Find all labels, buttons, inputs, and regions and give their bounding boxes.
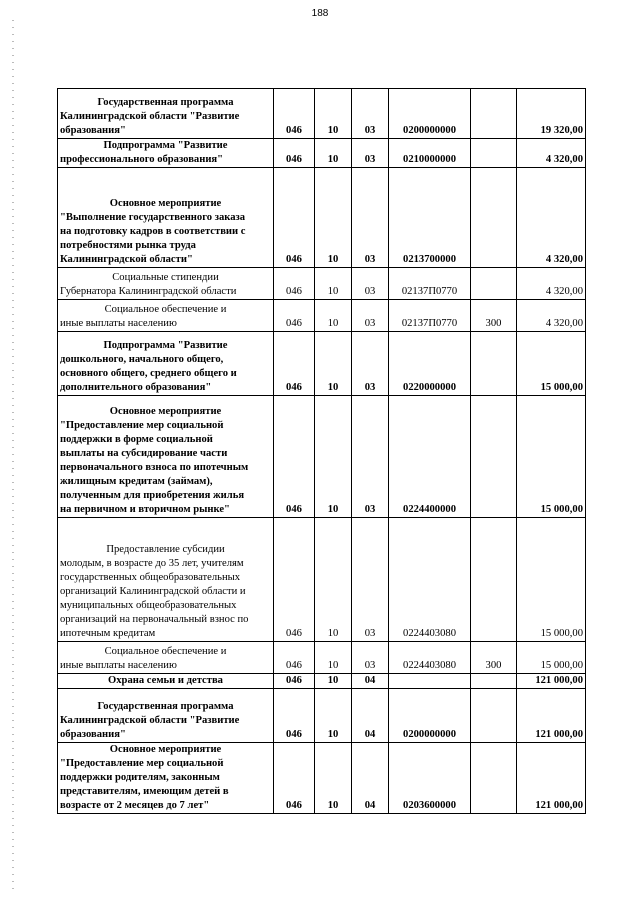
- row-name-line: Государственная программа: [97, 97, 234, 108]
- row-name-line: Основное мероприятие: [109, 744, 222, 755]
- row-name-line: Подпрограмма "Развитие: [103, 340, 228, 351]
- pr-cell: 03: [352, 396, 389, 518]
- rz-cell: 10: [315, 743, 352, 814]
- vr-cell: [471, 332, 517, 396]
- ved-cell: 046: [274, 518, 315, 642]
- table-row: [58, 396, 586, 518]
- rz-cell: 10: [315, 674, 352, 689]
- row-name-line: Калининградской области "Развитие: [60, 111, 240, 122]
- vr-cell: [471, 689, 517, 743]
- pr-cell: 04: [352, 743, 389, 814]
- row-name-line: потребностями рынка труда: [60, 240, 196, 251]
- pr-cell: 03: [352, 139, 389, 168]
- amount-cell: 15 000,00: [517, 642, 586, 674]
- csr-cell: 0210000000: [389, 139, 471, 168]
- amount-cell: 15 000,00: [517, 518, 586, 642]
- table-row: [58, 168, 586, 268]
- rz-cell: 10: [315, 332, 352, 396]
- csr-cell: 0224403080: [389, 518, 471, 642]
- row-name-line: образования": [60, 729, 126, 740]
- table-row: [58, 689, 586, 743]
- vr-cell: [471, 518, 517, 642]
- row-name-line: на первичном и вторичном рынке": [60, 504, 230, 515]
- row-name-cell: [58, 89, 274, 139]
- row-name-cell: [58, 518, 274, 642]
- row-name-line: полученным для приобретения жилья: [60, 490, 245, 501]
- row-name-cell: [58, 674, 274, 689]
- amount-cell: 121 000,00: [517, 743, 586, 814]
- row-name-cell: [58, 300, 274, 332]
- ved-cell: 046: [274, 300, 315, 332]
- table-row: [58, 300, 586, 332]
- pr-cell: 03: [352, 268, 389, 300]
- row-name-line: на подготовку кадров в соответствии с: [60, 226, 246, 237]
- row-name-cell: [58, 743, 274, 814]
- row-name-line: Предоставление субсидии: [106, 544, 225, 555]
- row-name-line: ипотечным кредитам: [60, 628, 156, 639]
- row-name-line: организаций на первоначальный взнос по: [60, 614, 249, 625]
- table-row: [58, 743, 586, 814]
- row-name-cell: [58, 268, 274, 300]
- margin-scan-dots: [12, 20, 14, 890]
- vr-cell: [471, 396, 517, 518]
- row-name-line: "Предоставление мер социальной: [60, 758, 224, 769]
- table-row: [58, 642, 586, 674]
- vr-cell: [471, 674, 517, 689]
- rz-cell: 10: [315, 642, 352, 674]
- rz-cell: 10: [315, 268, 352, 300]
- row-name-line: Основное мероприятие: [109, 198, 222, 209]
- amount-cell: 4 320,00: [517, 139, 586, 168]
- row-name-line: Социальные стипендии: [112, 272, 219, 283]
- table-row: [58, 89, 586, 139]
- pr-cell: 03: [352, 300, 389, 332]
- rz-cell: 10: [315, 689, 352, 743]
- table-row: [58, 674, 586, 689]
- csr-cell: 0200000000: [389, 89, 471, 139]
- vr-cell: [471, 168, 517, 268]
- budget-table-body: [58, 89, 586, 814]
- csr-cell: 02137П0770: [389, 300, 471, 332]
- ved-cell: 046: [274, 139, 315, 168]
- row-name-line: поддержки в форме социальной: [60, 434, 213, 445]
- row-name-line: организаций Калининградской области и: [60, 586, 246, 597]
- table-row: [58, 332, 586, 396]
- row-name-line: Губернатора Калининградской области: [60, 286, 237, 297]
- row-name-line: первоначального взноса по ипотечным: [60, 462, 249, 473]
- amount-cell: 4 320,00: [517, 300, 586, 332]
- ved-cell: 046: [274, 89, 315, 139]
- rz-cell: 10: [315, 89, 352, 139]
- row-name-cell: [58, 139, 274, 168]
- row-name-line: иные выплаты населению: [60, 660, 177, 671]
- pr-cell: 03: [352, 89, 389, 139]
- row-name-line: возрасте от 2 месяцев до 7 лет": [60, 800, 210, 811]
- csr-cell: 0220000000: [389, 332, 471, 396]
- ved-cell: 046: [274, 396, 315, 518]
- csr-cell: 02137П0770: [389, 268, 471, 300]
- ved-cell: 046: [274, 642, 315, 674]
- pr-cell: 03: [352, 332, 389, 396]
- csr-cell: [389, 674, 471, 689]
- table-row: [58, 139, 586, 168]
- pr-cell: 03: [352, 642, 389, 674]
- row-name-line: Социальное обеспечение и: [104, 646, 227, 657]
- amount-cell: 4 320,00: [517, 268, 586, 300]
- rz-cell: 10: [315, 518, 352, 642]
- amount-cell: 15 000,00: [517, 396, 586, 518]
- row-name-cell: [58, 332, 274, 396]
- row-name-line: Калининградской области "Развитие: [60, 715, 240, 726]
- table-row: [58, 268, 586, 300]
- table-row: [58, 518, 586, 642]
- row-name-line: молодым, в возрасте до 35 лет, учителям: [60, 558, 244, 569]
- page-number: 188: [311, 8, 329, 19]
- row-name-line: государственных общеобразовательных: [60, 572, 241, 583]
- csr-cell: 0203600000: [389, 743, 471, 814]
- ved-cell: 046: [274, 332, 315, 396]
- amount-cell: 15 000,00: [517, 332, 586, 396]
- amount-cell: 4 320,00: [517, 168, 586, 268]
- pr-cell: 04: [352, 689, 389, 743]
- row-name-line: "Предоставление мер социальной: [60, 420, 224, 431]
- rz-cell: 10: [315, 300, 352, 332]
- ved-cell: 046: [274, 689, 315, 743]
- vr-cell: 300: [471, 642, 517, 674]
- row-name-line: дополнительного образования": [60, 382, 212, 393]
- amount-cell: 121 000,00: [517, 689, 586, 743]
- row-name-cell: [58, 168, 274, 268]
- ved-cell: 046: [274, 674, 315, 689]
- vr-cell: [471, 139, 517, 168]
- row-name-cell: [58, 689, 274, 743]
- rz-cell: 10: [315, 168, 352, 268]
- row-name-line: Калининградской области": [60, 254, 193, 265]
- row-name-line: Подпрограмма "Развитие: [103, 140, 228, 151]
- vr-cell: [471, 743, 517, 814]
- row-name-line: образования": [60, 125, 126, 136]
- row-name-line: выплаты на субсидирование части: [60, 448, 228, 459]
- row-name-line: Социальное обеспечение и: [104, 304, 227, 315]
- vr-cell: [471, 268, 517, 300]
- ved-cell: 046: [274, 743, 315, 814]
- row-name-line: жилищным кредитам (займам),: [60, 476, 213, 487]
- csr-cell: 0213700000: [389, 168, 471, 268]
- pr-cell: 03: [352, 518, 389, 642]
- csr-cell: 0200000000: [389, 689, 471, 743]
- amount-cell: 121 000,00: [517, 674, 586, 689]
- row-name-line: "Выполнение государственного заказа: [60, 212, 246, 223]
- ved-cell: 046: [274, 168, 315, 268]
- vr-cell: [471, 89, 517, 139]
- row-name-line: Основное мероприятие: [109, 406, 222, 417]
- row-name-line: Государственная программа: [97, 701, 234, 712]
- row-name-line: основного общего, среднего общего и: [60, 368, 237, 379]
- pr-cell: 04: [352, 674, 389, 689]
- row-name-cell: [58, 396, 274, 518]
- csr-cell: 0224403080: [389, 642, 471, 674]
- pr-cell: 03: [352, 168, 389, 268]
- row-name-line: дошкольного, начального общего,: [60, 354, 224, 365]
- amount-cell: 19 320,00: [517, 89, 586, 139]
- row-name-line: профессионального образования": [60, 154, 224, 165]
- rz-cell: 10: [315, 396, 352, 518]
- budget-table: [57, 88, 586, 814]
- row-name-line: поддержки родителям, законным: [60, 772, 220, 783]
- row-name-line: представителям, имеющим детей в: [60, 786, 229, 797]
- row-name-line: иные выплаты населению: [60, 318, 177, 329]
- csr-cell: 0224400000: [389, 396, 471, 518]
- vr-cell: 300: [471, 300, 517, 332]
- ved-cell: 046: [274, 268, 315, 300]
- rz-cell: 10: [315, 139, 352, 168]
- row-name-line: Охрана семьи и детства: [108, 675, 223, 686]
- row-name-line: муниципальных общеобразовательных: [60, 600, 237, 611]
- row-name-cell: [58, 642, 274, 674]
